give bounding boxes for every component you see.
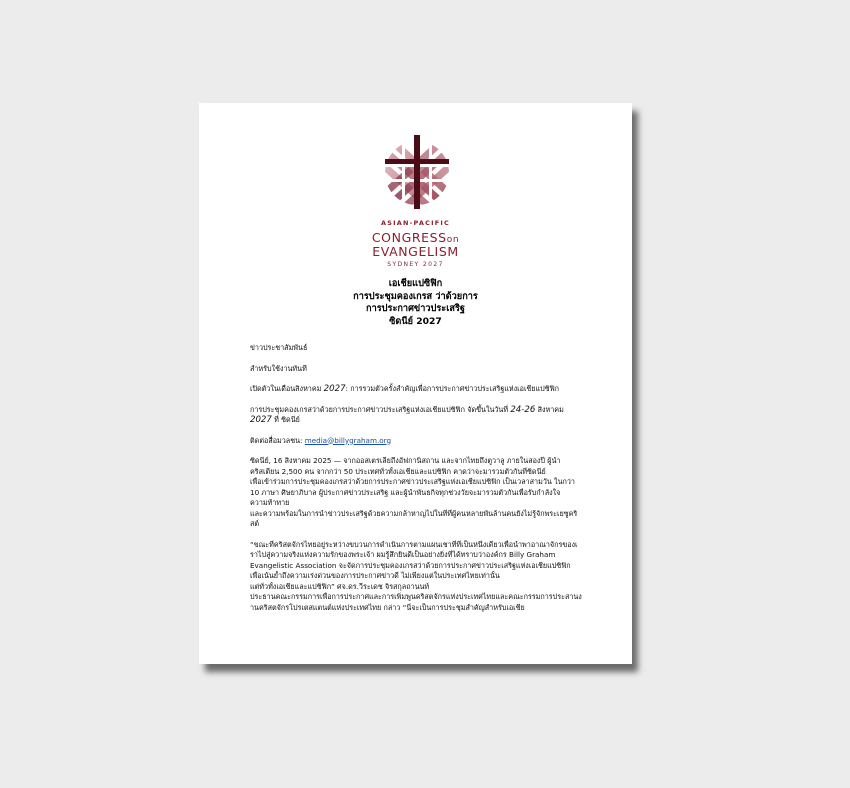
paragraph-2: [250, 540, 594, 614]
text-line: ซิดนีย์, 16 สิงหาคม 2025 — จากออสเตรเลียถึงอัฟกานิสถาน และจากไทยถึงตูวาลู ภายในสองปี ผู้นำ: [250, 456, 561, 465]
text-line: านคริสตจักรโปรเตสแตนต์แห่งประเทศไทย กล่าว “นี่จะเป็นการประชุมสำคัญสำหรับเอเชีย: [250, 602, 525, 612]
text-line: ความท้าทาย: [250, 498, 290, 507]
event-details: [250, 405, 594, 426]
event-year: 2027: [250, 415, 272, 425]
logo-on: on: [446, 235, 460, 245]
cross-globe-icon: [384, 135, 450, 209]
document-heading: [199, 278, 632, 328]
text-line: เพื่อเน้นย้ำถึงความเร่งด่วนของการประกาศข่าวดี ไม่เพียงแต่ในประเทศไทยเท่านั้น: [250, 571, 500, 580]
subtitle-text: เปิดตัวในเดือนสิงหาคม: [250, 384, 324, 393]
subtitle: [250, 384, 594, 395]
heading-line: เอเชียแปซิฟิก: [388, 278, 443, 289]
event-location: ที่ ซิดนีย์: [271, 415, 300, 424]
text-line: ราไปสู่ความจริงแห่งความรักของพระเจ้า ผมรู้สึกยินดีเป็นอย่างยิ่งที่ได้ทราบว่าองค์กร Billy Graham: [250, 550, 556, 559]
heading-line: การประชุมคองเกรส ว่าด้วยการ: [353, 290, 478, 302]
document-page: [199, 103, 632, 664]
text-line: และความพร้อมในการนำข่าวประเสริฐด้วยความกล้าหาญไปในที่ที่ผู้คนหลายพันล้านคนยังไม่รู้จักพระเยซูคริ: [250, 508, 578, 518]
logo-title-line1: [199, 230, 632, 245]
text-line: “ขณะที่คริสตจักรไทยอยู่ระหว่างขบวนการดำเนินการตามแผนเชาที่ที่เป็นหนึ่งเดียวเพื่อนำพาอาณาจักรของเ: [250, 539, 578, 549]
text-line: เพื่อเข้าร่วมการประชุมคองเกรสว่าด้วยการประกาศข่าวประเสริฐแห่งเอเชียแปซิฟิก เป็นเวลาสามวัน ในกว่า: [250, 477, 575, 486]
press-release-label: ข่าวประชาสัมพันธ์: [250, 343, 308, 352]
text-line: 10 ภาษา ศิษยาภิบาล ผู้ประกาศข่าวประเสริฐ และผู้นำพันธกิจทุกช่วงวัยจะมารวมตัวกันเพื่อรับกำลังใจ: [250, 487, 561, 497]
text-line: ประธานคณะกรรมการเพื่อการประกาศและการเพิ่มพูนคริสตจักรแห่งประเทศไทยและคณะกรรมการประสานง: [250, 592, 582, 601]
contact-email-link[interactable]: media@billygraham.org: [304, 435, 392, 445]
text-line: Evangelistic Association จะจัดการประชุมคองเกรสว่าด้วยการประกาศข่าวประเสริฐแห่งเอเชียแปซิฟิก: [250, 560, 571, 570]
logo-tagline-top: ASIAN-PACIFIC: [381, 219, 450, 227]
contact-label: ติดต่อสื่อมวลชน:: [250, 435, 305, 445]
text-line: สต์: [250, 519, 260, 528]
document-body: [250, 343, 594, 623]
event-dates: 24-26: [510, 404, 536, 415]
logo-title-line2: EVANGELISM: [372, 244, 459, 259]
paragraph-1: [250, 456, 594, 530]
text-line: แต่ทั่วทั้งเอเชียและแปซิฟิก” ศจ.ดร.วีระเดช จิรสกุลถานนท์: [250, 581, 430, 591]
subtitle-year: 2027: [323, 384, 346, 394]
event-month: สิงหาคม: [535, 404, 564, 414]
release-timing-label: สำหรับใช้งานทันที: [250, 363, 307, 373]
logo-congress: CONGRESS: [371, 230, 447, 245]
media-contact: [250, 436, 594, 447]
heading-line: การประกาศข่าวประเสริฐ: [366, 303, 465, 314]
logo-tagline-bottom: SYDNEY 2027: [387, 261, 444, 268]
event-text: การประชุมคองเกรสว่าด้วยการประกาศข่าวประเสริฐแห่งเอเชียแปซิฟิก จัดขึ้นในวันที่: [250, 404, 511, 414]
text-line: คริสเตียน 2,500 คน จากกว่า 50 ประเทศทั่วทั้งเอเชียและแปซิฟิก คาดว่าจะมารวมตัวกันที่ซิดนีย์: [250, 466, 546, 476]
heading-line: ซิดนีย์ 2027: [389, 315, 442, 327]
subtitle-text-end: : การรวมตัวครั้งสำคัญเพื่อการประกาศข่าวประเสริฐแห่งเอเชียแปซิฟิก: [345, 384, 560, 393]
